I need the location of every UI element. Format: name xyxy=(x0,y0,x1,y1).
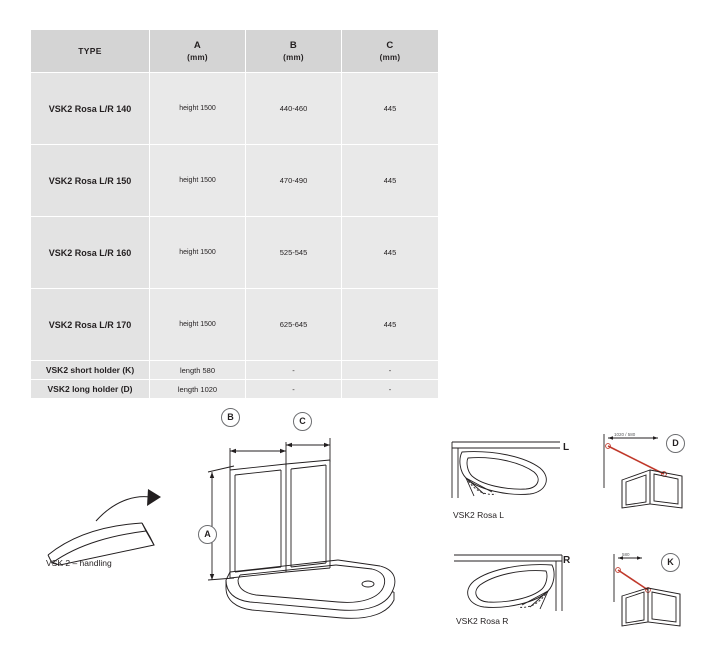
column-header-type xyxy=(31,30,150,73)
cell-c: 445 xyxy=(342,289,439,361)
cell-type: VSK2 Rosa L/R 140 xyxy=(31,73,150,145)
table-row xyxy=(31,289,439,361)
tag-a-circle: A xyxy=(198,525,217,544)
cell-a: height 1500 xyxy=(150,217,246,289)
table-row-holder xyxy=(31,361,439,380)
cell-a: height 1500 xyxy=(150,145,246,217)
cell-c: 445 xyxy=(342,73,439,145)
holder-d-dimension: 1020 / 580 xyxy=(614,432,636,437)
holder-k-drawing xyxy=(598,550,703,630)
cell-b: 625-645 xyxy=(246,289,342,361)
column-header-b-unit: (mm) xyxy=(283,52,304,62)
holder-k-dimension: 580 xyxy=(622,552,630,557)
cell-type: VSK2 Rosa L/R 150 xyxy=(31,145,150,217)
cell-b: 440-460 xyxy=(246,73,342,145)
cell-a: length 1020 xyxy=(150,380,246,399)
variant-l-drawing xyxy=(448,432,566,504)
column-header-b xyxy=(246,30,342,73)
column-header-a-label: A xyxy=(193,39,202,51)
column-header-b-label: B xyxy=(289,39,298,51)
cell-b: 470-490 xyxy=(246,145,342,217)
cell-a: height 1500 xyxy=(150,73,246,145)
tag-b-circle: B xyxy=(221,408,240,427)
table-header-row xyxy=(31,30,439,73)
cell-a: length 580 xyxy=(150,361,246,380)
column-header-a xyxy=(150,30,246,73)
specification-table xyxy=(30,29,439,399)
tag-l: L xyxy=(563,442,570,453)
tag-r: R xyxy=(563,555,571,566)
table-row xyxy=(31,73,439,145)
technical-drawings xyxy=(0,400,720,649)
tag-c-circle: C xyxy=(293,412,312,431)
table-row-holder xyxy=(31,380,439,399)
handling-caption: VSK 2 – handling xyxy=(46,558,112,568)
cell-type: VSK2 Rosa L/R 160 xyxy=(31,217,150,289)
table-row xyxy=(31,217,439,289)
cell-type: VSK2 short holder (K) xyxy=(31,361,150,380)
cell-b: - xyxy=(246,380,342,399)
column-header-type-label: TYPE xyxy=(78,46,102,56)
table-header xyxy=(31,30,439,73)
table-row xyxy=(31,145,439,217)
cell-c: - xyxy=(342,380,439,399)
cell-b: 525-545 xyxy=(246,217,342,289)
variant-r-caption: VSK2 Rosa R xyxy=(456,616,509,626)
tag-d-circle: D xyxy=(666,434,685,453)
cell-b: - xyxy=(246,361,342,380)
holder-d-drawing xyxy=(598,430,703,510)
cell-type: VSK2 Rosa L/R 170 xyxy=(31,289,150,361)
handling-sketch xyxy=(30,485,180,615)
column-header-c xyxy=(342,30,439,73)
column-header-a-unit: (mm) xyxy=(187,52,208,62)
cell-c: 445 xyxy=(342,145,439,217)
variant-r-drawing xyxy=(448,545,566,617)
tag-k-circle: K xyxy=(661,553,680,572)
main-assembly-drawing xyxy=(190,420,455,635)
table-body xyxy=(31,73,439,399)
variant-l-caption: VSK2 Rosa L xyxy=(453,510,505,520)
cell-c: - xyxy=(342,361,439,380)
cell-type: VSK2 long holder (D) xyxy=(31,380,150,399)
column-header-c-label: C xyxy=(386,39,394,51)
cell-a: height 1500 xyxy=(150,289,246,361)
column-header-c-unit: (mm) xyxy=(379,52,401,62)
cell-c: 445 xyxy=(342,217,439,289)
